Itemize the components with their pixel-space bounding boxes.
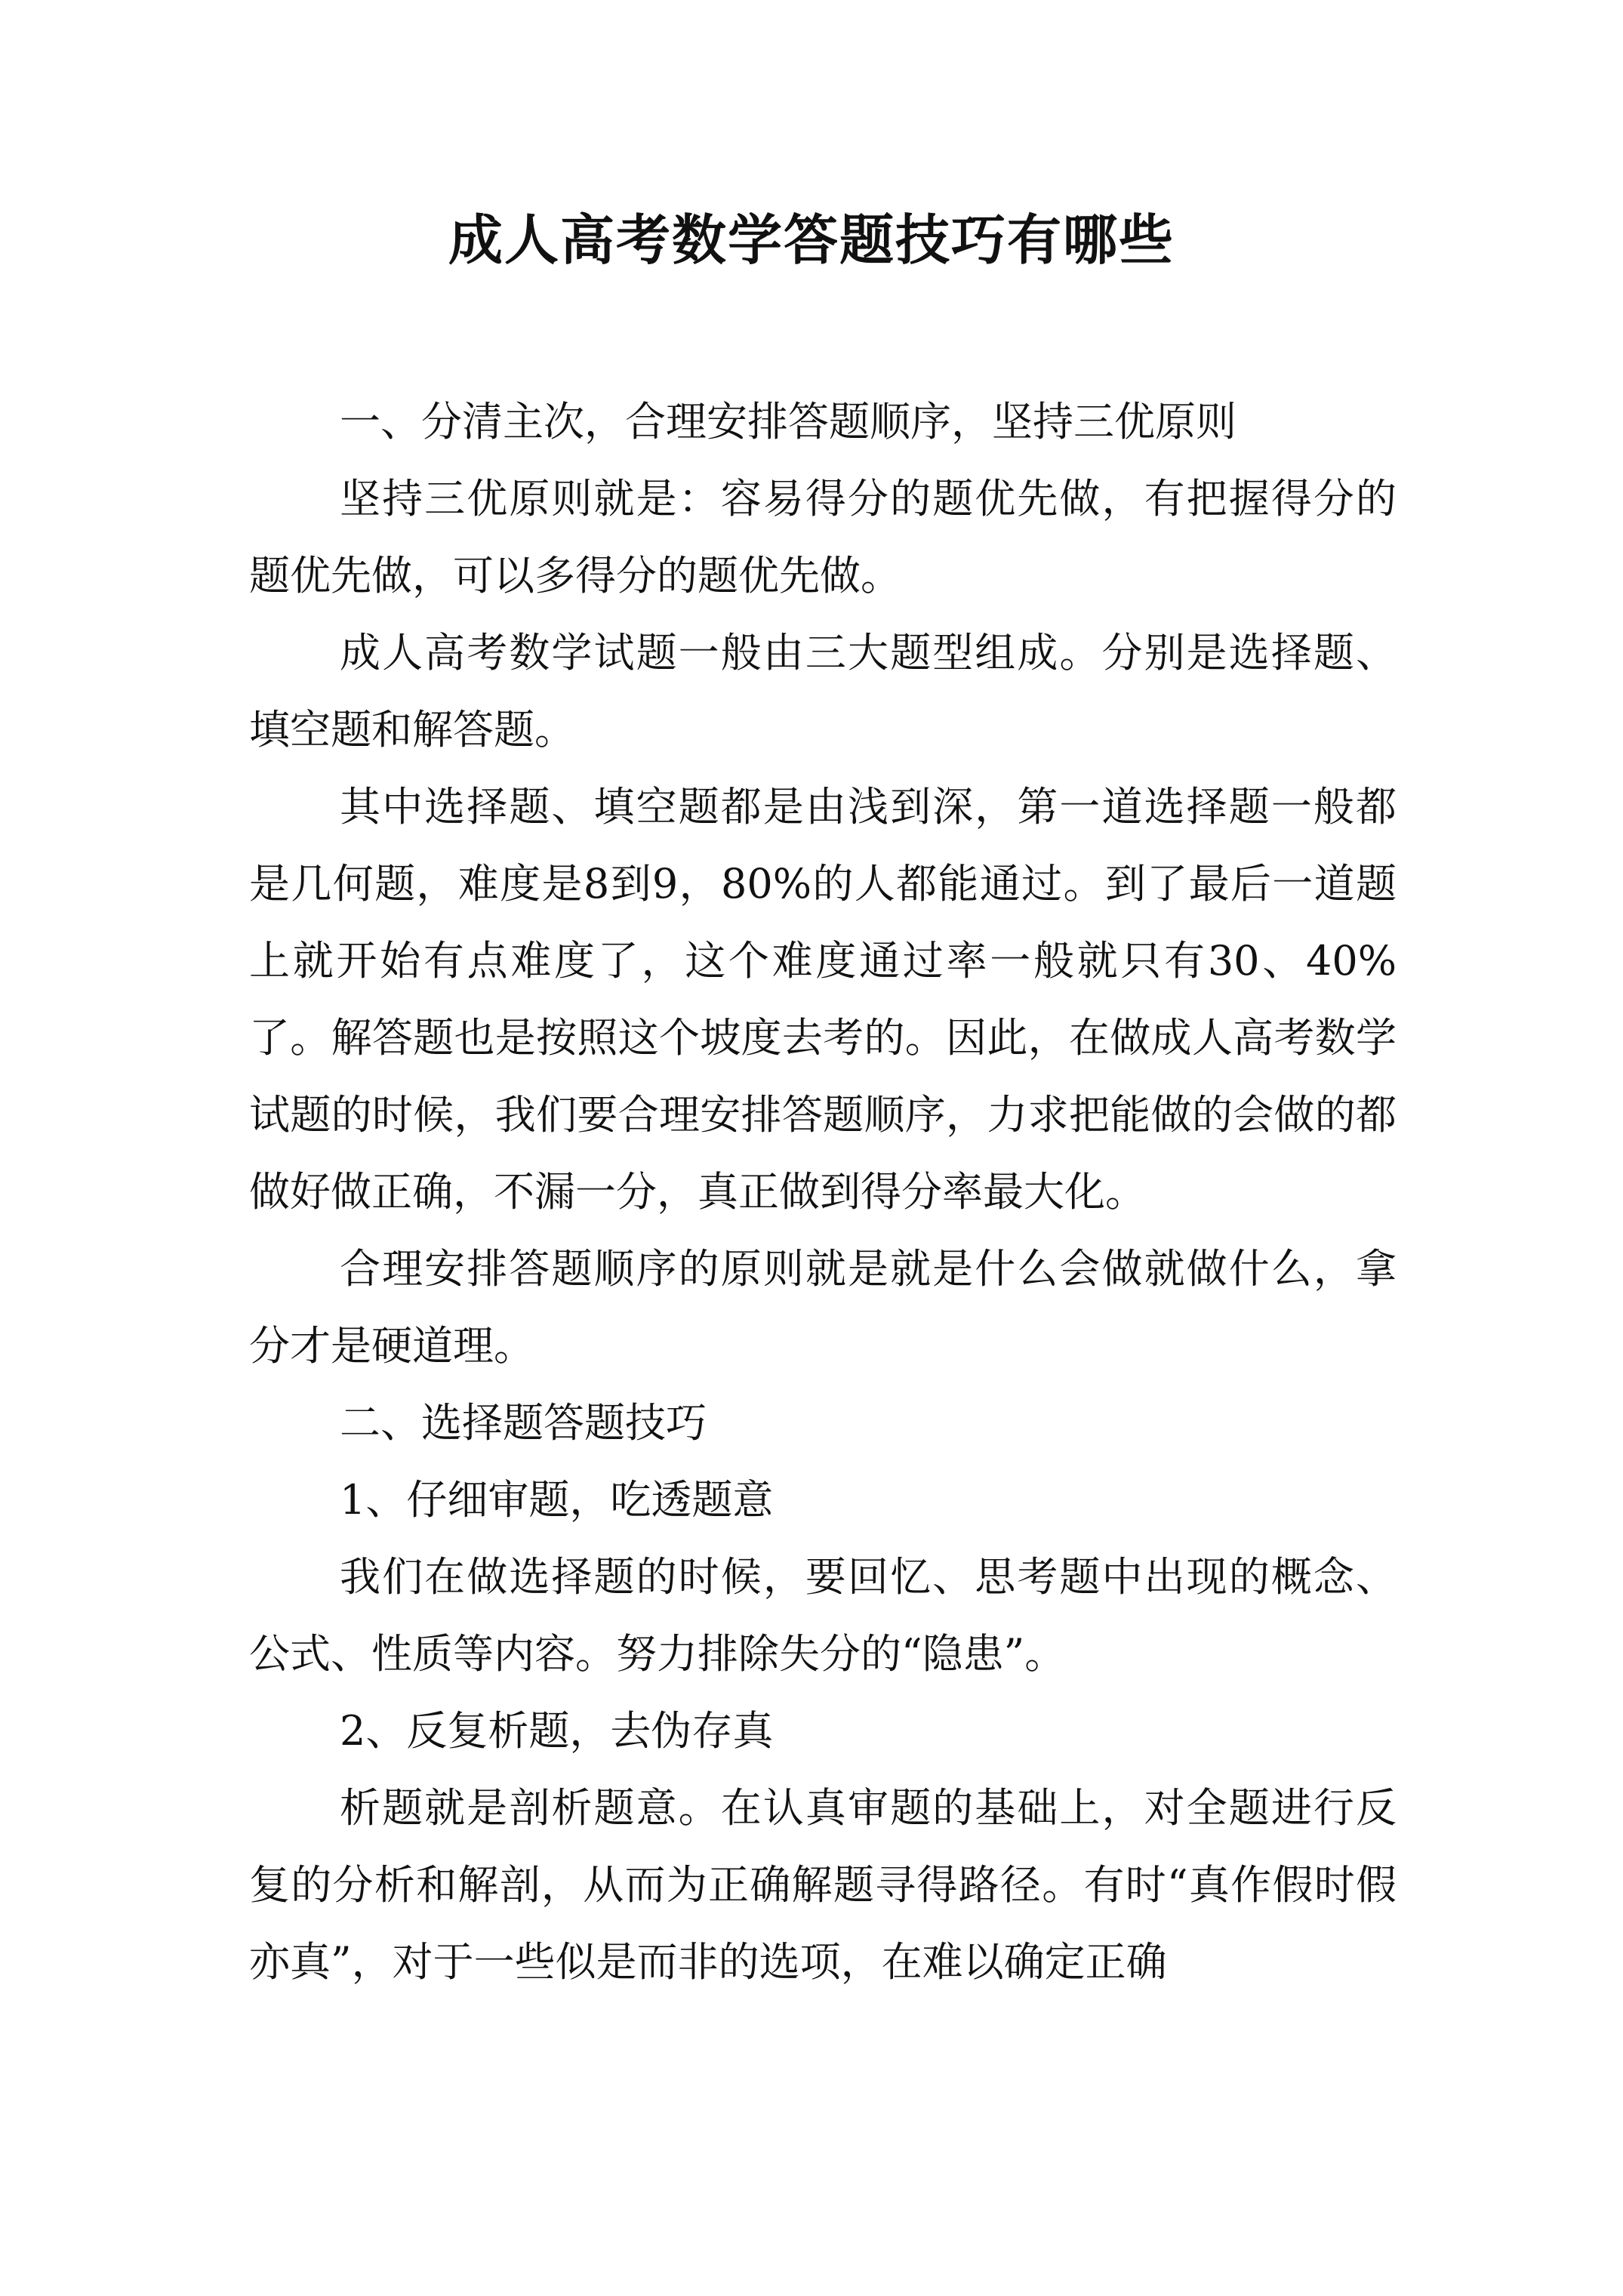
document-title: 成人高考数学答题技巧有哪些 <box>448 208 1175 272</box>
subheading-1: 1、仔细审题，吃透题意 <box>340 1476 774 1524</box>
paragraph: 析题就是剖析题意。在认真审题的基础上，对全题进行反复的分析和解剖，从而为正确解题寻得路径。有时“真作假时假亦真”，对于一些似是而非的选项，在难以确定正确 <box>249 1784 1397 1986</box>
subheading-2: 2、反复析题，去伪存真 <box>340 1707 774 1755</box>
paragraph: 成人高考数学试题一般由三大题型组成。分别是选择题、填空题和解答题。 <box>249 629 1397 754</box>
paragraph: 其中选择题、填空题都是由浅到深，第一道选择题一般都是几何题，难度是8到9，80%的人都能通过。到了最后一道题上就开始有点难度了，这个难度通过率一般就只有30、40%了。解答题也是按照这个坡度去考的。因此，在做成人高考数学试题的时候，我们要合理安排答题顺序，力求把能做的会做的都做好做正确，不漏一分，真正做到得分率最大化。 <box>249 783 1397 1216</box>
paragraph: 坚持三优原则就是：容易得分的题优先做，有把握得分的题优先做，可以多得分的题优先做。 <box>249 475 1397 599</box>
paragraph: 合理安排答题顺序的原则就是就是什么会做就做什么，拿分才是硬道理。 <box>249 1245 1397 1370</box>
section-heading-2: 二、选择题答题技巧 <box>340 1399 707 1447</box>
paragraph: 我们在做选择题的时候，要回忆、思考题中出现的概念、公式、性质等内容。努力排除失分的“隐患”。 <box>249 1553 1397 1678</box>
document-body <box>249 384 1397 2001</box>
section-heading-1: 一、分清主次，合理安排答题顺序，坚持三优原则 <box>340 398 1236 445</box>
